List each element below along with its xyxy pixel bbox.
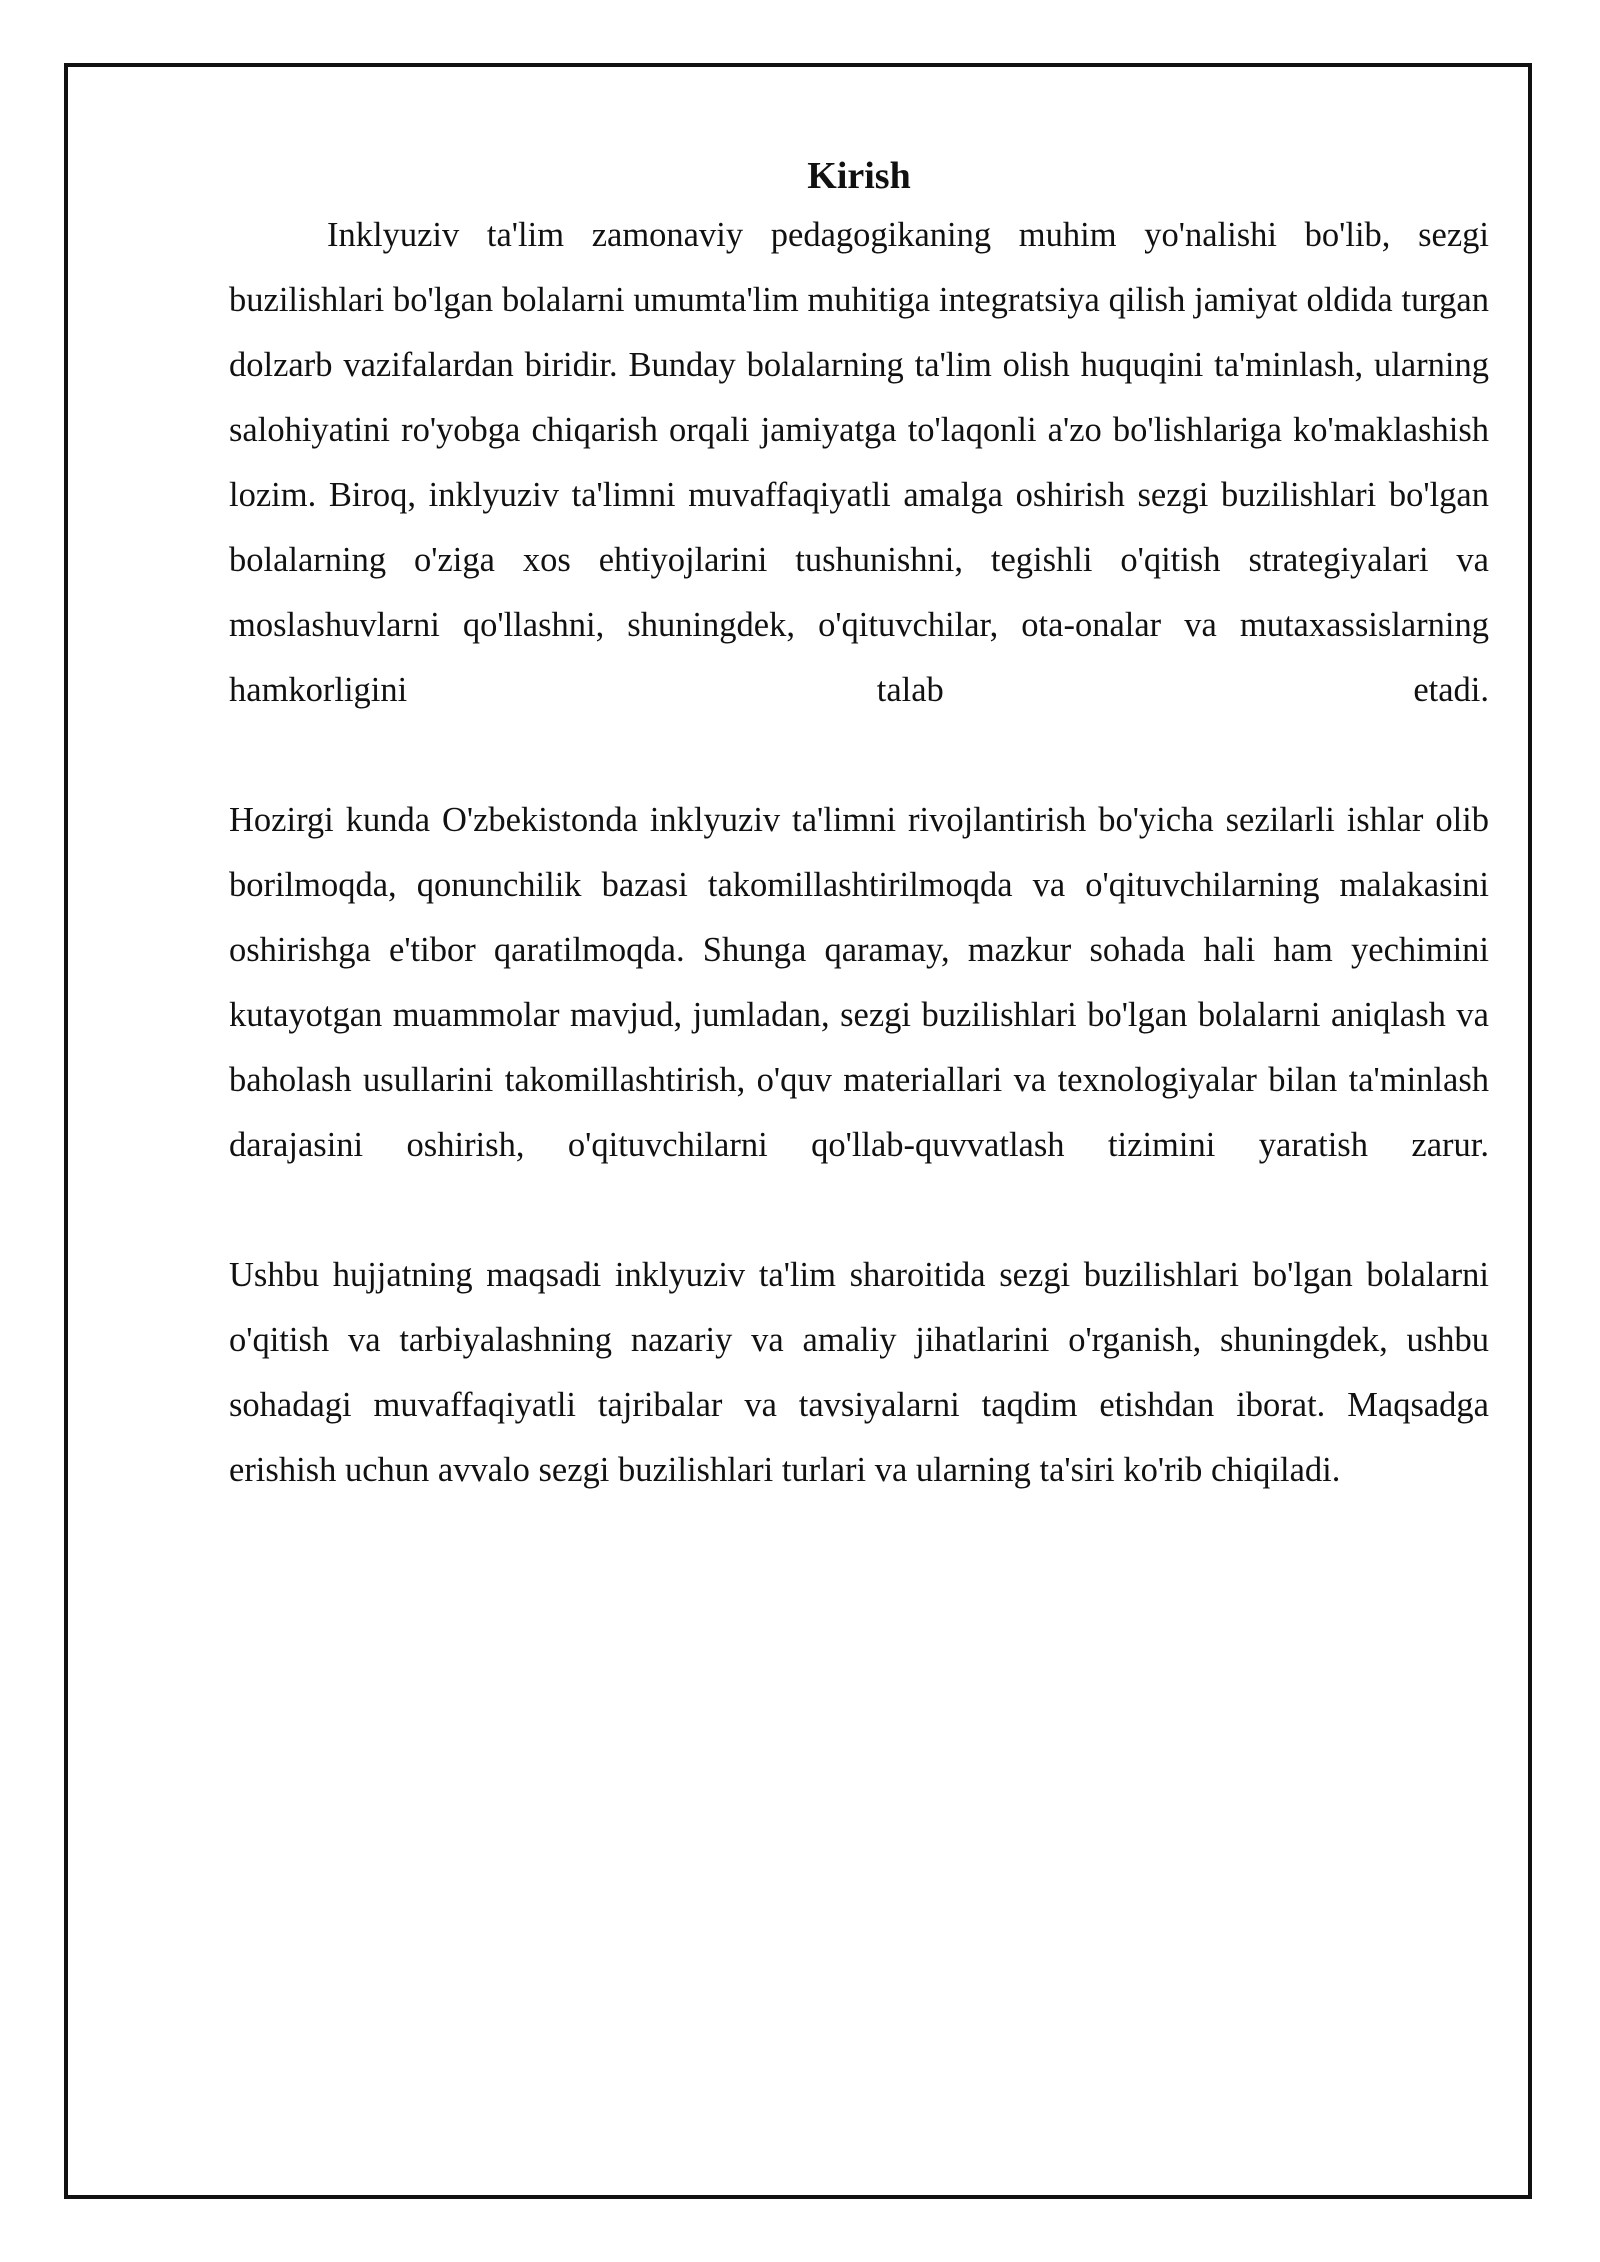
document-body xyxy=(229,150,1489,1503)
paragraph-intro: Inklyuziv ta'lim zamonaviy pedagogikaning muhim yo'nalishi bo'lib, sezgi buzilishlari bo'lgan bolalarni umumta'lim muhitiga integratsiya qilish jamiyat oldida turgan dolzarb vazifalardan biridir. Bunday bolalarning ta'lim olish huquqini ta'minlash, ularning salohiyatini ro'yobga chiqarish orqali jamiyatga to'laqonli a'zo bo'lishlariga ko'maklashish lozim. Biroq, inklyuziv ta'limni muvaffaqiyatli amalga oshirish sezgi buzilishlari bo'lgan bolalarning o'ziga xos ehtiyojlarini tushunishni, tegishli o'qitish strategiyalari va moslashuvlarni qo'llashni, shuningdek, o'qituvchilar, ota-onalar va mutaxassislarning hamkorligini talab etadi. xyxy=(229,216,1489,709)
paragraph-spacer xyxy=(229,723,1489,788)
paragraph-purpose: Ushbu hujjatning maqsadi inklyuziv ta'lim sharoitida sezgi buzilishlari bo'lgan bolalarni o'qitish va tarbiyalashning nazariy va amaliy jihatlarini o'rganish, shuningdek, ushbu sohadagi muvaffaqiyatli tajribalar va tavsiyalarni taqdim etishdan iborat. Maqsadga erishish uchun avvalo sezgi buzilishlari turlari va ularning ta'siri ko'rib chiqiladi. xyxy=(229,1256,1489,1489)
paragraph-spacer xyxy=(229,1178,1489,1243)
paragraph-current-state: Hozirgi kunda O'zbekistonda inklyuziv ta'limni rivojlantirish bo'yicha sezilarli ishlar olib borilmoqda, qonunchilik bazasi takomillashtirilmoqda va o'qituvchilarning malakasini oshirishga e'tibor qaratilmoqda. Shunga qaramay, mazkur sohada hali ham yechimini kutayotgan muammolar mavjud, jumladan, sezgi buzilishlari bo'lgan bolalarni aniqlash va baholash usullarini takomillashtirish, o'quv materiallari va texnologiyalar bilan ta'minlash darajasini oshirish, o'qituvchilarni qo'llab-quvvatlash tizimini yaratish zarur. xyxy=(229,801,1489,1164)
document-title: Kirish xyxy=(807,155,911,197)
